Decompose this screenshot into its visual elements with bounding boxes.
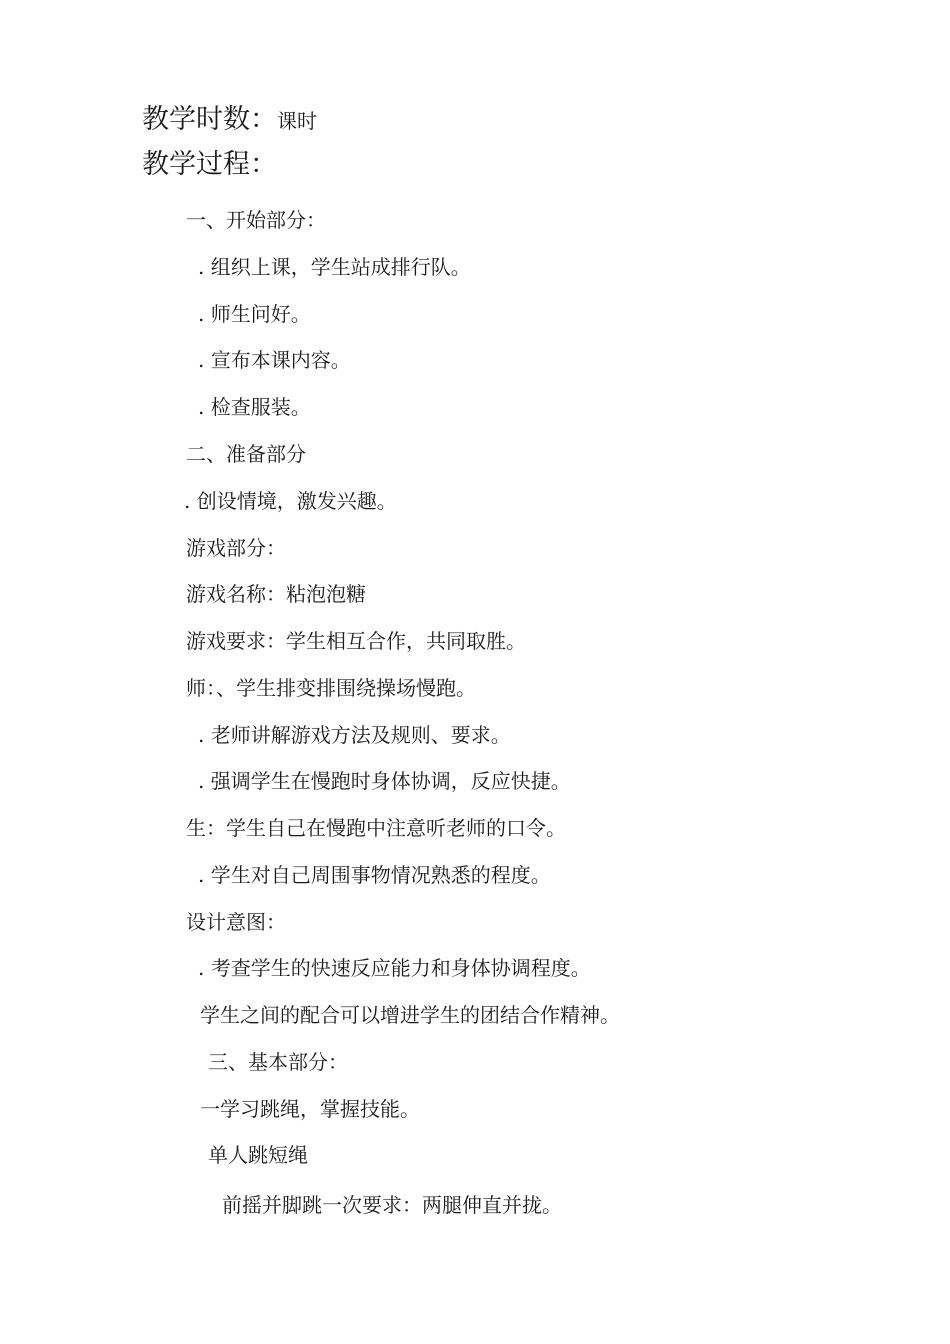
text-line: 学生之间的配合可以增进学生的团结合作精神。 [200,1003,620,1027]
teaching-hours-line [142,106,317,133]
text-line: 游戏名称：粘泡泡糖 [186,582,366,606]
list-item: . 师生问好。 [198,302,311,326]
list-item: . 宣布本课内容。 [198,348,351,372]
text-line: 生：学生自己在慢跑中注意听老师的口令。 [186,816,566,840]
teaching-hours-value: 课时 [277,109,317,133]
list-item: . 考查学生的快速反应能力和身体协调程度。 [198,956,591,980]
text-line: 单人跳短绳 [208,1143,308,1167]
text-line: 师：、学生排变排围绕操场慢跑。 [186,676,476,700]
teaching-process-heading: 教学过程： [142,149,277,180]
text-line: 前摇并脚跳一次要求：两腿伸直并拢。 [222,1193,562,1217]
section-2-heading: 二、准备部分 [186,442,306,466]
text-line: 一学习跳绳，掌握技能。 [200,1097,420,1121]
teaching-hours-label: 教学时数： [142,104,277,135]
list-item: . 强调学生在慢跑时身体协调，反应快捷。 [198,769,571,793]
section-3-heading: 三、基本部分： [208,1050,348,1074]
text-line: 游戏要求：学生相互合作，共同取胜。 [186,629,526,653]
list-item: . 组织上课，学生站成排行队。 [198,255,471,279]
list-item: . 检查服装。 [198,395,311,419]
list-item: . 老师讲解游戏方法及规则、要求。 [198,723,511,747]
list-item: . 创设情境，激发兴趣。 [184,489,397,513]
text-line: 游戏部分： [186,536,286,560]
section-1-heading: 一、开始部分： [186,208,326,232]
text-line: 设计意图： [186,910,286,934]
list-item: . 学生对自己周围事物情况熟悉的程度。 [198,863,551,887]
